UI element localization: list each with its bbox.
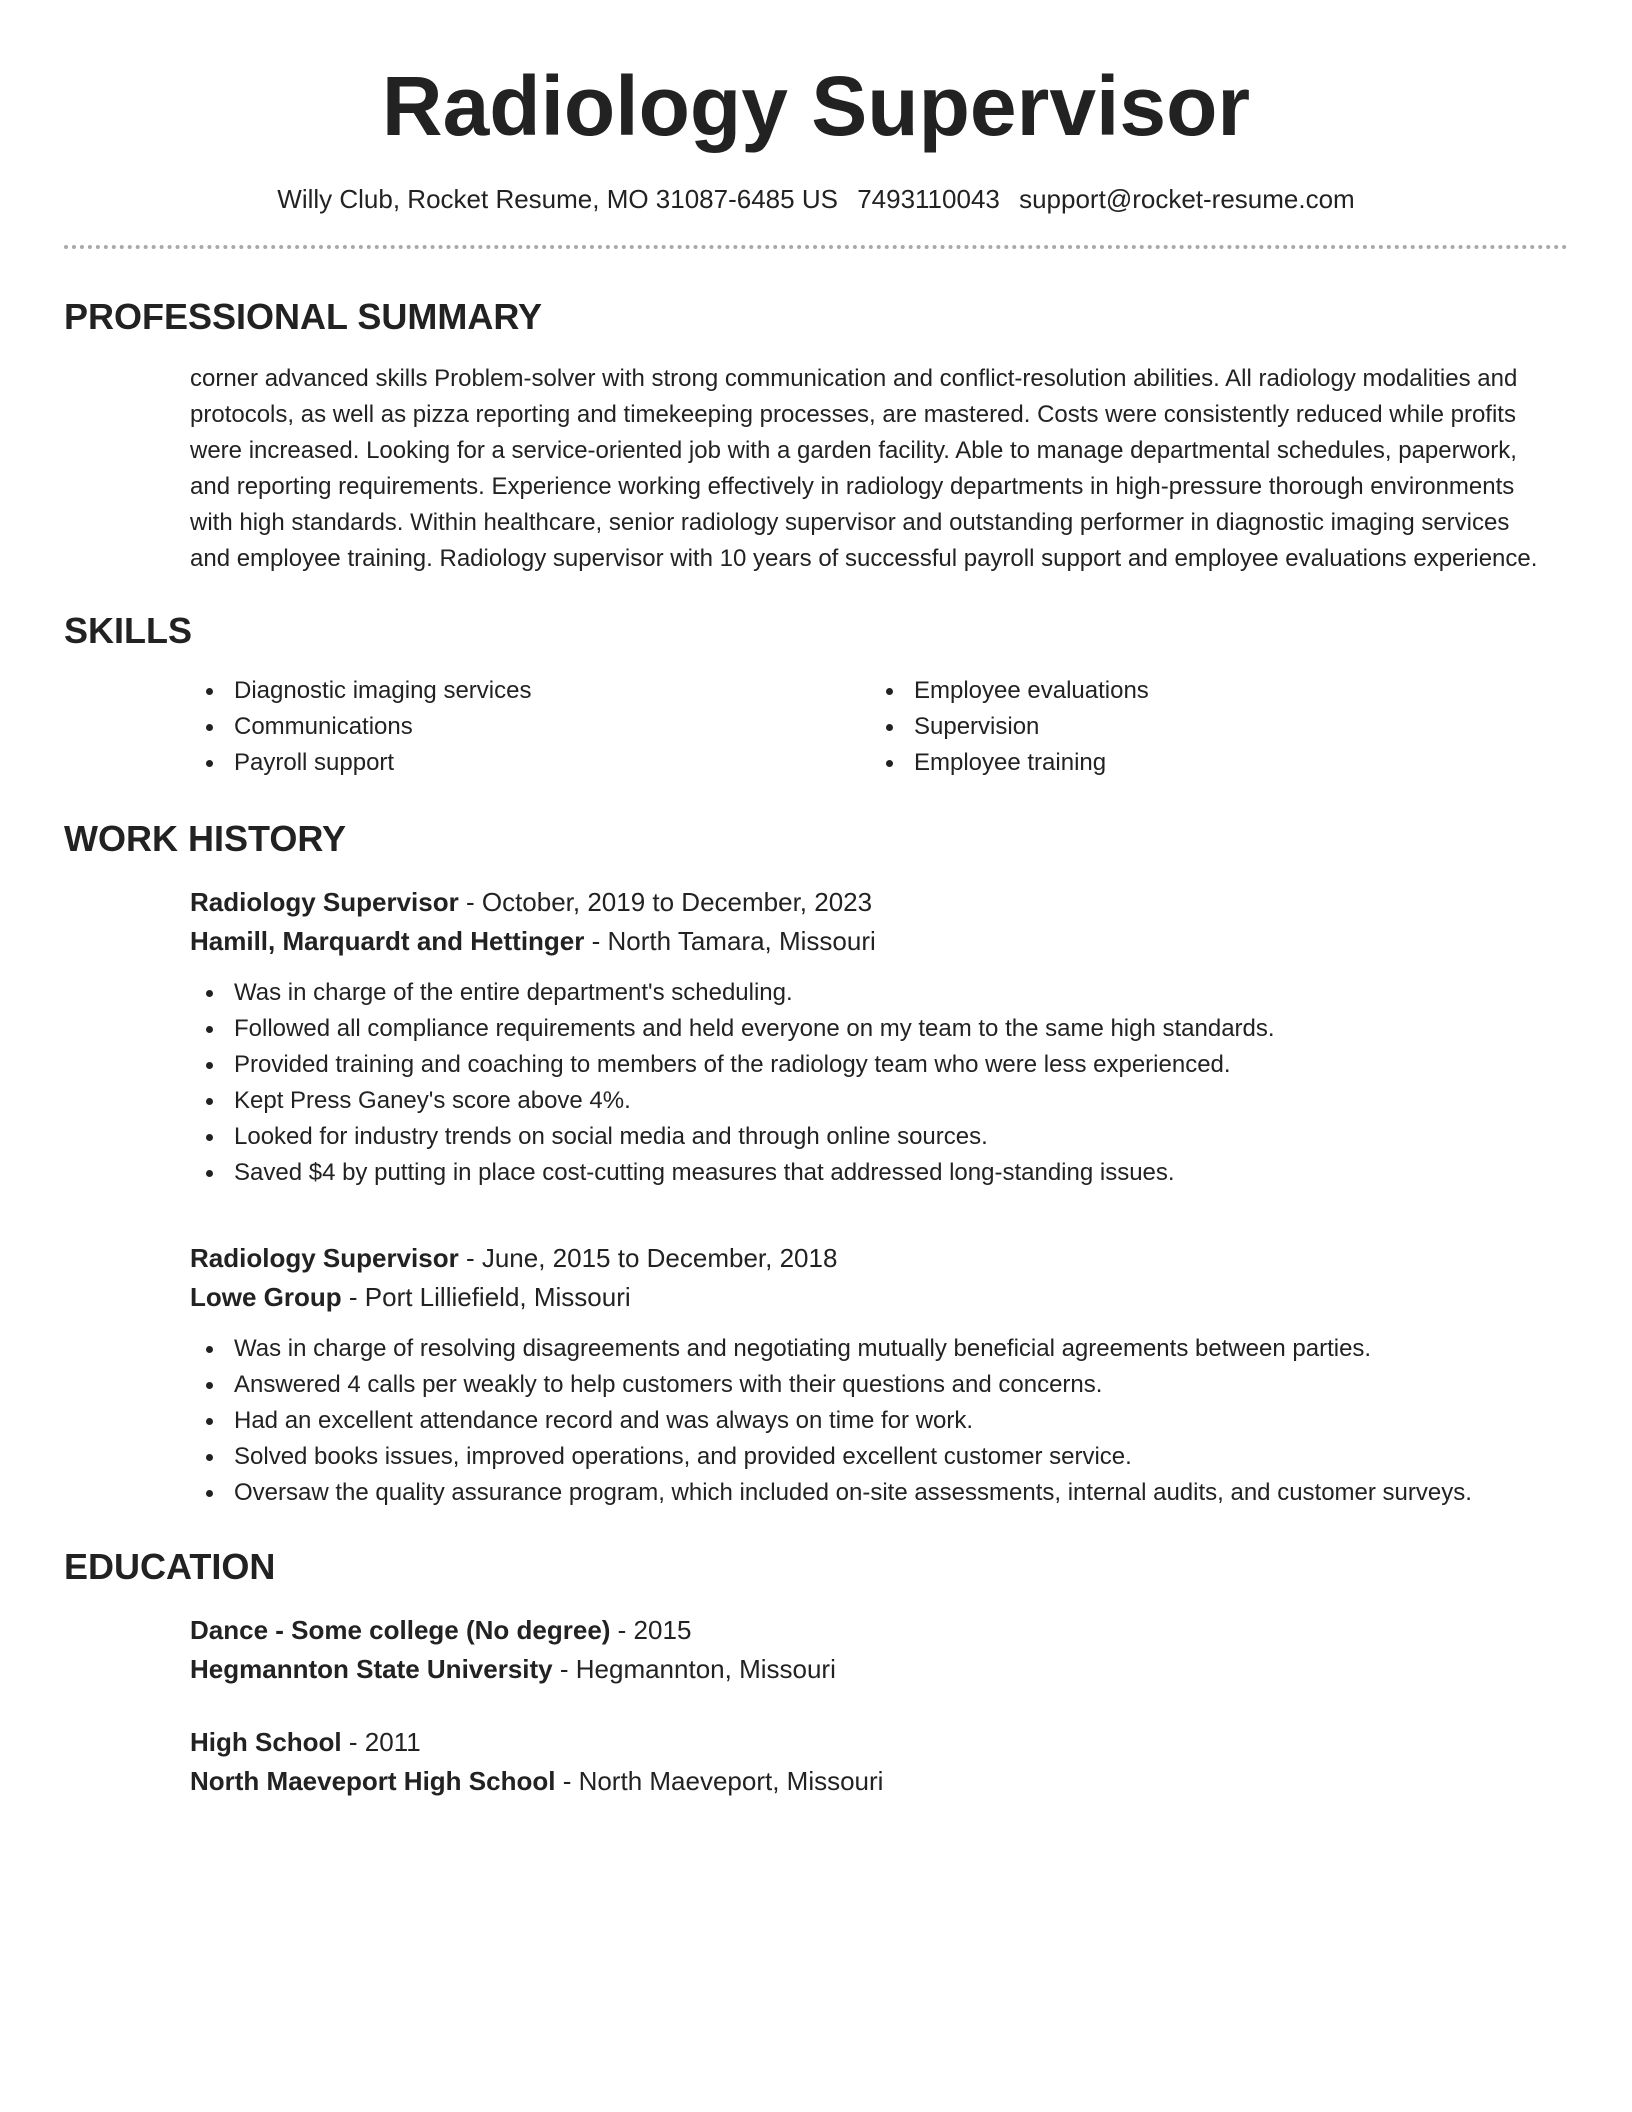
job-company: Lowe Group: [190, 1282, 342, 1313]
skill-item: Diagnostic imaging services: [190, 673, 870, 709]
skill-item: Employee evaluations: [870, 673, 1550, 709]
job-role: Radiology Supervisor: [190, 1243, 459, 1274]
job-bullet: Followed all compliance requirements and held everyone on my team to the same high standards.: [190, 1011, 1568, 1047]
job-title-line: [190, 883, 1568, 922]
education-school: North Maeveport High School: [190, 1766, 556, 1797]
skill-item: Payroll support: [190, 745, 870, 781]
job-location: - North Tamara, Missouri: [584, 926, 876, 957]
education-year: - 2011: [341, 1727, 421, 1758]
job-bullet: Looked for industry trends on social media and through online sources.: [190, 1119, 1568, 1155]
skill-item: Supervision: [870, 709, 1550, 745]
job-bullet: Answered 4 calls per weakly to help customers with their questions and concerns.: [190, 1367, 1568, 1403]
education-degree: High School: [190, 1727, 342, 1758]
summary-heading: PROFESSIONAL SUMMARY: [64, 296, 543, 338]
job-bullet: Was in charge of resolving disagreements and negotiating mutually beneficial agreements between parties.: [190, 1331, 1568, 1367]
education-school-line: [190, 1762, 1568, 1801]
skill-item: Employee training: [870, 745, 1550, 781]
summary-text: corner advanced skills Problem-solver with strong communication and conflict-resolution abilities. All radiology modalities and protocols, as well as pizza reporting and timekeeping processes, are mastered. Costs were consistently reduced while profits were increased. Looking for a service-oriented job with a garden facility. Able to manage departmental schedules, paperwork, and reporting requirements. Experience working effectively in radiology departments in high-pressure thorough environments with high standards. Within healthcare, senior radiology supervisor and outstanding performer in diagnostic imaging services and employee training. Radiology supervisor with 10 years of successful payroll support and employee evaluations experience.: [190, 365, 1538, 573]
resume-name: Radiology Supervisor: [381, 59, 1251, 153]
education-location: - Hegmannton, Missouri: [552, 1654, 836, 1685]
job-bullet: Oversaw the quality assurance program, which included on-site assessments, internal audits, and customer surveys.: [190, 1475, 1568, 1511]
skills-column-left: [190, 673, 870, 781]
job-bullet: Had an excellent attendance record and was always on time for work.: [190, 1403, 1568, 1439]
job-bullet: Kept Press Ganey's score above 4%.: [190, 1083, 1568, 1119]
job-bullet: Was in charge of the entire department's scheduling.: [190, 975, 1568, 1011]
education-heading: EDUCATION: [64, 1546, 276, 1588]
contact-phone: 7493110043: [857, 184, 1000, 214]
contact-line: [64, 184, 1568, 215]
skills-list: [190, 673, 1568, 781]
job-company-line: [190, 922, 1568, 961]
skills-heading: SKILLS: [64, 610, 193, 652]
education-degree-line: [190, 1723, 1568, 1762]
education-year: - 2015: [610, 1615, 692, 1646]
education-school: Hegmannton State University: [190, 1654, 553, 1685]
job-entry: [190, 1239, 1568, 1511]
education-entry: [190, 1723, 1568, 1801]
education-degree: Dance - Some college (No degree): [190, 1615, 611, 1646]
education-degree-line: [190, 1611, 1568, 1650]
job-bullets: [190, 1331, 1568, 1511]
job-dates: - October, 2019 to December, 2023: [458, 887, 873, 918]
education-entry: [190, 1611, 1568, 1689]
job-bullet: Provided training and coaching to members of the radiology team who were less experienced.: [190, 1047, 1568, 1083]
skill-item: Communications: [190, 709, 870, 745]
job-title-line: [190, 1239, 1568, 1278]
job-dates: - June, 2015 to December, 2018: [458, 1243, 838, 1274]
work-heading: WORK HISTORY: [64, 818, 347, 860]
job-company-line: [190, 1278, 1568, 1317]
education-school-line: [190, 1650, 1568, 1689]
job-company: Hamill, Marquardt and Hettinger: [190, 926, 585, 957]
job-bullet: Solved books issues, improved operations, and provided excellent customer service.: [190, 1439, 1568, 1475]
job-location: - Port Lilliefield, Missouri: [341, 1282, 631, 1313]
contact-email: support@rocket-resume.com: [1019, 184, 1355, 214]
skills-column-right: [870, 673, 1550, 781]
job-entry: [190, 883, 1568, 1191]
header-divider: [64, 245, 1568, 249]
job-bullet: Saved $4 by putting in place cost-cutting measures that addressed long-standing issues.: [190, 1155, 1568, 1191]
job-role: Radiology Supervisor: [190, 887, 459, 918]
contact-address: Willy Club, Rocket Resume, MO 31087-6485 US: [277, 184, 838, 214]
education-location: - North Maeveport, Missouri: [555, 1766, 884, 1797]
job-bullets: [190, 975, 1568, 1191]
